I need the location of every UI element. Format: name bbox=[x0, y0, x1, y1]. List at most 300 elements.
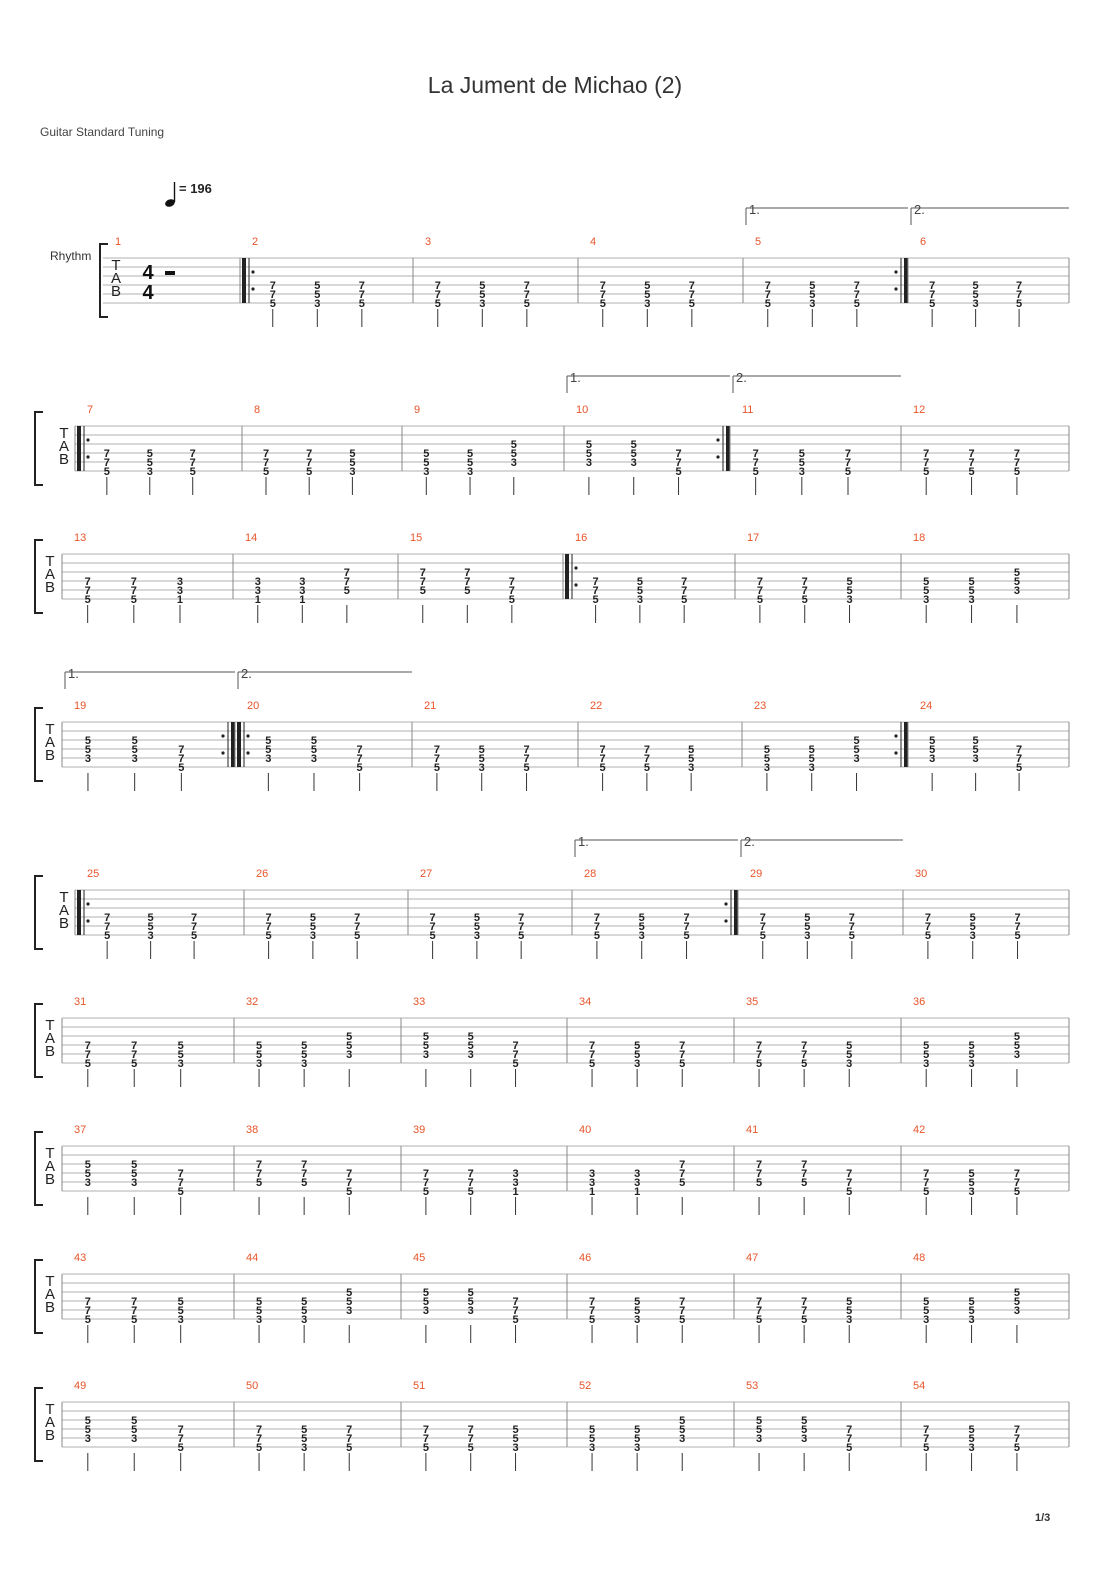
fret-number: 3 bbox=[265, 753, 272, 765]
fret-number: 3 bbox=[84, 1433, 91, 1445]
fret-number: 7 bbox=[679, 1296, 686, 1308]
fret-number: 5 bbox=[523, 298, 530, 310]
fret-number: 5 bbox=[592, 594, 599, 606]
fret-number: 7 bbox=[1013, 1424, 1020, 1436]
fret-number: 7 bbox=[846, 1433, 853, 1445]
fret-number: 7 bbox=[433, 753, 440, 765]
fret-number: 3 bbox=[301, 1058, 308, 1070]
measure-number: 2 bbox=[252, 236, 259, 248]
fret-number: 7 bbox=[846, 1168, 853, 1180]
fret-number: 5 bbox=[1016, 298, 1023, 310]
measure-number: 26 bbox=[256, 868, 269, 880]
fret-number: 7 bbox=[1013, 1433, 1020, 1445]
fret-number: 3 bbox=[853, 753, 860, 765]
repeat-dot bbox=[716, 455, 719, 458]
fret-number: 7 bbox=[84, 576, 91, 588]
fret-number: 5 bbox=[756, 594, 763, 606]
fret-number: 5 bbox=[478, 753, 485, 765]
fret-number: 7 bbox=[752, 457, 759, 469]
fret-number: 7 bbox=[467, 1424, 474, 1436]
fret-number: 5 bbox=[346, 1040, 353, 1052]
fret-number: 5 bbox=[356, 762, 363, 774]
fret-number: 5 bbox=[588, 1433, 596, 1445]
fret-number: 3 bbox=[585, 457, 592, 469]
fret-number: 5 bbox=[643, 762, 650, 774]
volta-ending-label: 1. bbox=[570, 370, 581, 385]
fret-number: 5 bbox=[764, 298, 771, 310]
fret-number: 5 bbox=[518, 930, 525, 942]
fret-number: 7 bbox=[853, 289, 860, 301]
fret-number: 5 bbox=[634, 1296, 641, 1308]
fret-number: 7 bbox=[177, 1433, 184, 1445]
fret-number: 3 bbox=[176, 576, 184, 588]
fret-number: 5 bbox=[688, 753, 695, 765]
fret-number: 5 bbox=[630, 439, 637, 451]
repeat-start-thick-bar bbox=[565, 554, 569, 599]
fret-number: 5 bbox=[512, 1314, 519, 1326]
fret-number: 3 bbox=[634, 1442, 641, 1454]
fret-number: 5 bbox=[301, 1049, 308, 1061]
measure-number: 50 bbox=[246, 1380, 259, 1392]
fret-number: 1 bbox=[254, 594, 261, 606]
tab-clef-letter: A bbox=[44, 1158, 56, 1175]
fret-number: 1 bbox=[512, 1186, 519, 1198]
fret-number: 7 bbox=[679, 1168, 686, 1180]
fret-number: 5 bbox=[972, 280, 979, 292]
fret-number: 5 bbox=[189, 466, 196, 478]
fret-number: 5 bbox=[131, 744, 138, 756]
fret-number: 7 bbox=[846, 1177, 853, 1189]
measure-number: 23 bbox=[754, 700, 767, 712]
fret-number: 5 bbox=[683, 930, 690, 942]
tab-clef-letter: T bbox=[45, 553, 55, 570]
fret-number: 7 bbox=[592, 576, 599, 588]
fret-number: 5 bbox=[968, 1040, 975, 1052]
fret-number: 7 bbox=[675, 457, 682, 469]
repeat-dot bbox=[221, 751, 224, 754]
fret-number: 7 bbox=[523, 289, 530, 301]
fret-number: 5 bbox=[346, 1296, 353, 1308]
fret-number: 3 bbox=[423, 466, 430, 478]
fret-number: 5 bbox=[147, 912, 154, 924]
fret-number: 5 bbox=[84, 1424, 91, 1436]
fret-number: 5 bbox=[755, 1424, 763, 1436]
fret-number: 5 bbox=[422, 1442, 429, 1454]
tab-clef-letter: B bbox=[58, 451, 70, 468]
fret-number: 7 bbox=[84, 1049, 91, 1061]
fret-number: 5 bbox=[968, 1049, 975, 1061]
fret-number: 5 bbox=[467, 1296, 474, 1308]
fret-number: 5 bbox=[178, 762, 185, 774]
fret-number: 5 bbox=[846, 576, 853, 588]
fret-number: 5 bbox=[262, 466, 270, 478]
tab-clef-letter: T bbox=[111, 257, 121, 274]
fret-number: 5 bbox=[853, 298, 860, 310]
fret-number: 5 bbox=[688, 744, 695, 756]
fret-number: 3 bbox=[636, 594, 643, 606]
fret-number: 7 bbox=[755, 1296, 763, 1308]
fret-number: 7 bbox=[759, 912, 766, 924]
fret-number: 7 bbox=[429, 912, 436, 924]
fret-number: 3 bbox=[846, 1314, 853, 1326]
fret-number: 7 bbox=[434, 280, 441, 292]
fret-number: 5 bbox=[968, 466, 975, 478]
fret-number: 7 bbox=[306, 448, 313, 460]
fret-number: 7 bbox=[464, 567, 471, 579]
repeat-end-thick-bar bbox=[904, 722, 908, 767]
fret-number: 3 bbox=[1013, 1305, 1020, 1317]
fret-number: 5 bbox=[510, 448, 517, 460]
measure-number: 9 bbox=[414, 404, 421, 416]
fret-number: 5 bbox=[798, 448, 805, 460]
fret-number: 7 bbox=[346, 1168, 353, 1180]
fret-number: 7 bbox=[103, 457, 110, 469]
fret-number: 7 bbox=[764, 289, 771, 301]
fret-number: 5 bbox=[478, 744, 485, 756]
fret-number: 7 bbox=[844, 457, 852, 469]
fret-number: 5 bbox=[1013, 1442, 1020, 1454]
fret-number: 7 bbox=[346, 1177, 353, 1189]
tab-clef-letter: A bbox=[58, 902, 70, 919]
fret-number: 3 bbox=[929, 753, 936, 765]
fret-number: 7 bbox=[508, 585, 515, 597]
fret-number: 3 bbox=[968, 1442, 975, 1454]
fret-number: 5 bbox=[681, 594, 688, 606]
fret-number: 3 bbox=[972, 753, 979, 765]
fret-number: 5 bbox=[422, 1287, 429, 1299]
fret-number: 5 bbox=[255, 1177, 263, 1189]
fret-number: 5 bbox=[923, 585, 930, 597]
fret-number: 3 bbox=[84, 1177, 91, 1189]
fret-number: 5 bbox=[255, 1296, 263, 1308]
fret-number: 5 bbox=[1016, 762, 1023, 774]
fret-number: 5 bbox=[301, 1177, 308, 1189]
fret-number: 7 bbox=[512, 1296, 519, 1308]
fret-number: 3 bbox=[634, 1314, 641, 1326]
fret-number: 5 bbox=[808, 744, 815, 756]
fret-number: 7 bbox=[177, 1177, 184, 1189]
fret-number: 3 bbox=[147, 930, 154, 942]
fret-number: 5 bbox=[84, 594, 91, 606]
fret-number: 5 bbox=[131, 735, 138, 747]
fret-number: 7 bbox=[518, 912, 525, 924]
fret-number: 5 bbox=[644, 280, 651, 292]
fret-number: 5 bbox=[467, 1287, 474, 1299]
fret-number: 5 bbox=[146, 448, 153, 460]
fret-number: 5 bbox=[512, 1058, 519, 1070]
fret-number: 5 bbox=[147, 921, 154, 933]
fret-number: 5 bbox=[755, 1415, 763, 1427]
fret-number: 5 bbox=[846, 1049, 853, 1061]
tab-clef-letter: T bbox=[45, 1017, 55, 1034]
fret-number: 5 bbox=[309, 912, 316, 924]
fret-number: 7 bbox=[189, 448, 196, 460]
tab-clef-letter: T bbox=[45, 1145, 55, 1162]
fret-number: 3 bbox=[177, 1314, 184, 1326]
fret-number: 3 bbox=[467, 1049, 474, 1061]
fret-number: 7 bbox=[346, 1433, 353, 1445]
measure-number: 11 bbox=[742, 404, 754, 416]
fret-number: 5 bbox=[968, 1305, 975, 1317]
fret-number: 5 bbox=[177, 1186, 184, 1198]
fret-number: 7 bbox=[924, 912, 931, 924]
fret-number: 5 bbox=[301, 1305, 308, 1317]
fret-number: 3 bbox=[146, 466, 153, 478]
fret-number: 7 bbox=[422, 1177, 429, 1189]
fret-number: 5 bbox=[801, 1177, 808, 1189]
fret-number: 5 bbox=[972, 744, 979, 756]
fret-number: 7 bbox=[923, 1168, 930, 1180]
fret-number: 7 bbox=[923, 457, 930, 469]
tab-clef-letter: T bbox=[45, 1273, 55, 1290]
measure-number: 37 bbox=[74, 1124, 87, 1136]
fret-number: 7 bbox=[681, 576, 688, 588]
fret-number: 5 bbox=[346, 1186, 353, 1198]
fret-number: 7 bbox=[518, 921, 525, 933]
fret-number: 7 bbox=[131, 1305, 138, 1317]
fret-number: 7 bbox=[846, 1424, 853, 1436]
fret-number: 3 bbox=[177, 1058, 184, 1070]
fret-number: 5 bbox=[1013, 1186, 1020, 1198]
fret-number: 7 bbox=[130, 585, 137, 597]
fret-number: 7 bbox=[255, 1168, 263, 1180]
repeat-dot bbox=[724, 902, 727, 905]
fret-number: 5 bbox=[349, 457, 356, 469]
fret-number: 5 bbox=[473, 912, 480, 924]
fret-number: 3 bbox=[634, 1177, 641, 1189]
measure-number: 48 bbox=[913, 1252, 926, 1264]
fret-number: 7 bbox=[512, 1040, 519, 1052]
tempo-marking: = 196 bbox=[179, 181, 212, 196]
fret-number: 7 bbox=[269, 289, 276, 301]
fret-number: 5 bbox=[177, 1442, 184, 1454]
fret-number: 5 bbox=[512, 1433, 519, 1445]
fret-number: 1 bbox=[588, 1186, 596, 1198]
fret-number: 7 bbox=[688, 289, 695, 301]
fret-number: 7 bbox=[178, 744, 185, 756]
repeat-dot bbox=[894, 734, 897, 737]
fret-number: 7 bbox=[422, 1168, 429, 1180]
system-bracket bbox=[35, 412, 43, 485]
tuning-label: Guitar Standard Tuning bbox=[40, 125, 165, 139]
fret-number: 7 bbox=[467, 1177, 474, 1189]
fret-number: 5 bbox=[309, 921, 316, 933]
page-number: 1/3 bbox=[1035, 1512, 1051, 1524]
fret-number: 3 bbox=[1013, 1049, 1020, 1061]
fret-number: 5 bbox=[599, 298, 606, 310]
fret-number: 5 bbox=[422, 1296, 429, 1308]
fret-number: 7 bbox=[929, 280, 936, 292]
fret-number: 3 bbox=[968, 1058, 975, 1070]
fret-number: 5 bbox=[84, 1168, 91, 1180]
system-bracket bbox=[35, 708, 43, 781]
fret-number: 5 bbox=[801, 1314, 808, 1326]
measure-number: 29 bbox=[750, 868, 763, 880]
measure-number: 49 bbox=[74, 1380, 87, 1392]
fret-number: 7 bbox=[923, 448, 930, 460]
fret-number: 7 bbox=[683, 921, 690, 933]
repeat-dot bbox=[86, 455, 89, 458]
fret-number: 5 bbox=[177, 1305, 184, 1317]
fret-number: 7 bbox=[688, 280, 695, 292]
tab-clef-letter: B bbox=[44, 1299, 56, 1316]
fret-number: 7 bbox=[801, 1296, 808, 1308]
fret-number: 7 bbox=[801, 1168, 808, 1180]
fret-number: 3 bbox=[254, 576, 261, 588]
fret-number: 7 bbox=[679, 1040, 686, 1052]
repeat-dot bbox=[251, 270, 254, 273]
fret-number: 7 bbox=[675, 448, 682, 460]
fret-number: 5 bbox=[804, 921, 811, 933]
fret-number: 3 bbox=[255, 1314, 263, 1326]
fret-number: 5 bbox=[1013, 567, 1020, 579]
measure-number: 16 bbox=[575, 532, 588, 544]
fret-number: 5 bbox=[1013, 576, 1020, 588]
fret-number: 5 bbox=[433, 762, 440, 774]
fret-number: 5 bbox=[422, 1040, 429, 1052]
fret-number: 7 bbox=[599, 289, 606, 301]
tab-clef-letter: B bbox=[44, 579, 56, 596]
fret-number: 7 bbox=[343, 576, 350, 588]
measure-number: 44 bbox=[246, 1252, 259, 1264]
measure-number: 21 bbox=[424, 700, 437, 712]
measure-number: 42 bbox=[913, 1124, 926, 1136]
fret-number: 5 bbox=[467, 1040, 474, 1052]
fret-number: 5 bbox=[177, 1040, 184, 1052]
fret-number: 5 bbox=[103, 466, 110, 478]
repeat-start-thick-bar bbox=[77, 426, 81, 471]
fret-number: 5 bbox=[923, 1040, 930, 1052]
fret-number: 5 bbox=[675, 466, 682, 478]
fret-number: 5 bbox=[968, 576, 975, 588]
fret-number: 3 bbox=[588, 1177, 596, 1189]
fret-number: 7 bbox=[1013, 1168, 1020, 1180]
volta-ending-label: 1. bbox=[578, 834, 589, 849]
measure-number: 24 bbox=[920, 700, 933, 712]
fret-number: 5 bbox=[523, 762, 530, 774]
fret-number: 3 bbox=[349, 466, 356, 478]
repeat-start-thick-bar bbox=[77, 890, 81, 935]
fret-number: 5 bbox=[755, 1058, 763, 1070]
system-bracket bbox=[35, 1260, 43, 1333]
fret-number: 7 bbox=[679, 1159, 686, 1171]
volta-ending-label: 1. bbox=[749, 202, 760, 217]
fret-number: 7 bbox=[178, 753, 185, 765]
fret-number: 5 bbox=[593, 930, 600, 942]
system-bracket bbox=[35, 876, 43, 949]
fret-number: 7 bbox=[255, 1424, 263, 1436]
fret-number: 5 bbox=[301, 1424, 308, 1436]
fret-number: 5 bbox=[104, 930, 111, 942]
fret-number: 7 bbox=[923, 1424, 930, 1436]
volta-ending-label: 2. bbox=[241, 666, 252, 681]
fret-number: 5 bbox=[479, 289, 486, 301]
fret-number: 5 bbox=[419, 585, 426, 597]
fret-number: 3 bbox=[763, 762, 770, 774]
fret-number: 5 bbox=[585, 439, 592, 451]
fret-number: 5 bbox=[314, 280, 321, 292]
fret-number: 7 bbox=[265, 912, 272, 924]
fret-number: 5 bbox=[84, 1159, 91, 1171]
fret-number: 7 bbox=[759, 921, 766, 933]
fret-number: 5 bbox=[853, 744, 860, 756]
fret-number: 5 bbox=[599, 762, 606, 774]
fret-number: 3 bbox=[84, 753, 92, 765]
measure-number: 18 bbox=[913, 532, 926, 544]
fret-number: 7 bbox=[801, 576, 808, 588]
fret-number: 3 bbox=[588, 1168, 596, 1180]
fret-number: 7 bbox=[801, 1159, 808, 1171]
measure-number: 5 bbox=[755, 236, 762, 248]
fret-number: 5 bbox=[801, 1058, 808, 1070]
fret-number: 7 bbox=[467, 1433, 474, 1445]
fret-number: 7 bbox=[301, 1168, 308, 1180]
measure-number: 47 bbox=[746, 1252, 759, 1264]
volta-ending-label: 2. bbox=[914, 202, 925, 217]
fret-number: 7 bbox=[434, 289, 441, 301]
fret-number: 7 bbox=[419, 576, 426, 588]
fret-number: 7 bbox=[84, 1040, 91, 1052]
fret-number: 5 bbox=[588, 1314, 596, 1326]
fret-number: 7 bbox=[588, 1296, 596, 1308]
fret-number: 7 bbox=[679, 1305, 686, 1317]
measure-number: 54 bbox=[913, 1380, 926, 1392]
fret-number: 5 bbox=[755, 1177, 763, 1189]
fret-number: 5 bbox=[84, 1314, 91, 1326]
fret-number: 5 bbox=[1013, 1287, 1020, 1299]
fret-number: 5 bbox=[310, 744, 318, 756]
fret-number: 5 bbox=[131, 1168, 138, 1180]
tab-clef-letter: A bbox=[44, 1414, 56, 1431]
fret-number: 5 bbox=[473, 921, 480, 933]
fret-number: 3 bbox=[638, 930, 645, 942]
fret-number: 5 bbox=[467, 1442, 474, 1454]
fret-number: 7 bbox=[1016, 280, 1023, 292]
fret-number: 7 bbox=[1016, 289, 1023, 301]
measure-number: 22 bbox=[590, 700, 603, 712]
fret-number: 5 bbox=[804, 912, 811, 924]
fret-number: 5 bbox=[638, 921, 645, 933]
fret-number: 5 bbox=[588, 1058, 596, 1070]
fret-number: 5 bbox=[929, 735, 936, 747]
measure-number: 17 bbox=[747, 532, 760, 544]
fret-number: 5 bbox=[752, 466, 759, 478]
fret-number: 5 bbox=[422, 1186, 429, 1198]
system-bracket bbox=[35, 1132, 43, 1205]
fret-number: 5 bbox=[755, 1314, 763, 1326]
fret-number: 5 bbox=[346, 1442, 353, 1454]
tab-clef-letter: A bbox=[44, 734, 56, 751]
fret-number: 5 bbox=[923, 1442, 930, 1454]
tab-clef-letter: B bbox=[44, 1043, 56, 1060]
fret-number: 1 bbox=[176, 594, 184, 606]
fret-number: 3 bbox=[346, 1049, 353, 1061]
fret-number: 7 bbox=[588, 1040, 596, 1052]
fret-number: 7 bbox=[593, 921, 600, 933]
fret-number: 5 bbox=[255, 1305, 263, 1317]
fret-number: 5 bbox=[131, 1415, 138, 1427]
fret-number: 3 bbox=[923, 594, 930, 606]
fret-number: 7 bbox=[255, 1433, 263, 1445]
repeat-dot bbox=[716, 438, 719, 441]
fret-number: 7 bbox=[923, 1433, 930, 1445]
fret-number: 5 bbox=[634, 1433, 641, 1445]
fret-number: 7 bbox=[343, 567, 350, 579]
repeat-dot bbox=[724, 919, 727, 922]
repeat-end-thick-bar bbox=[904, 258, 908, 303]
fret-number: 7 bbox=[189, 457, 196, 469]
measure-number: 38 bbox=[246, 1124, 259, 1136]
